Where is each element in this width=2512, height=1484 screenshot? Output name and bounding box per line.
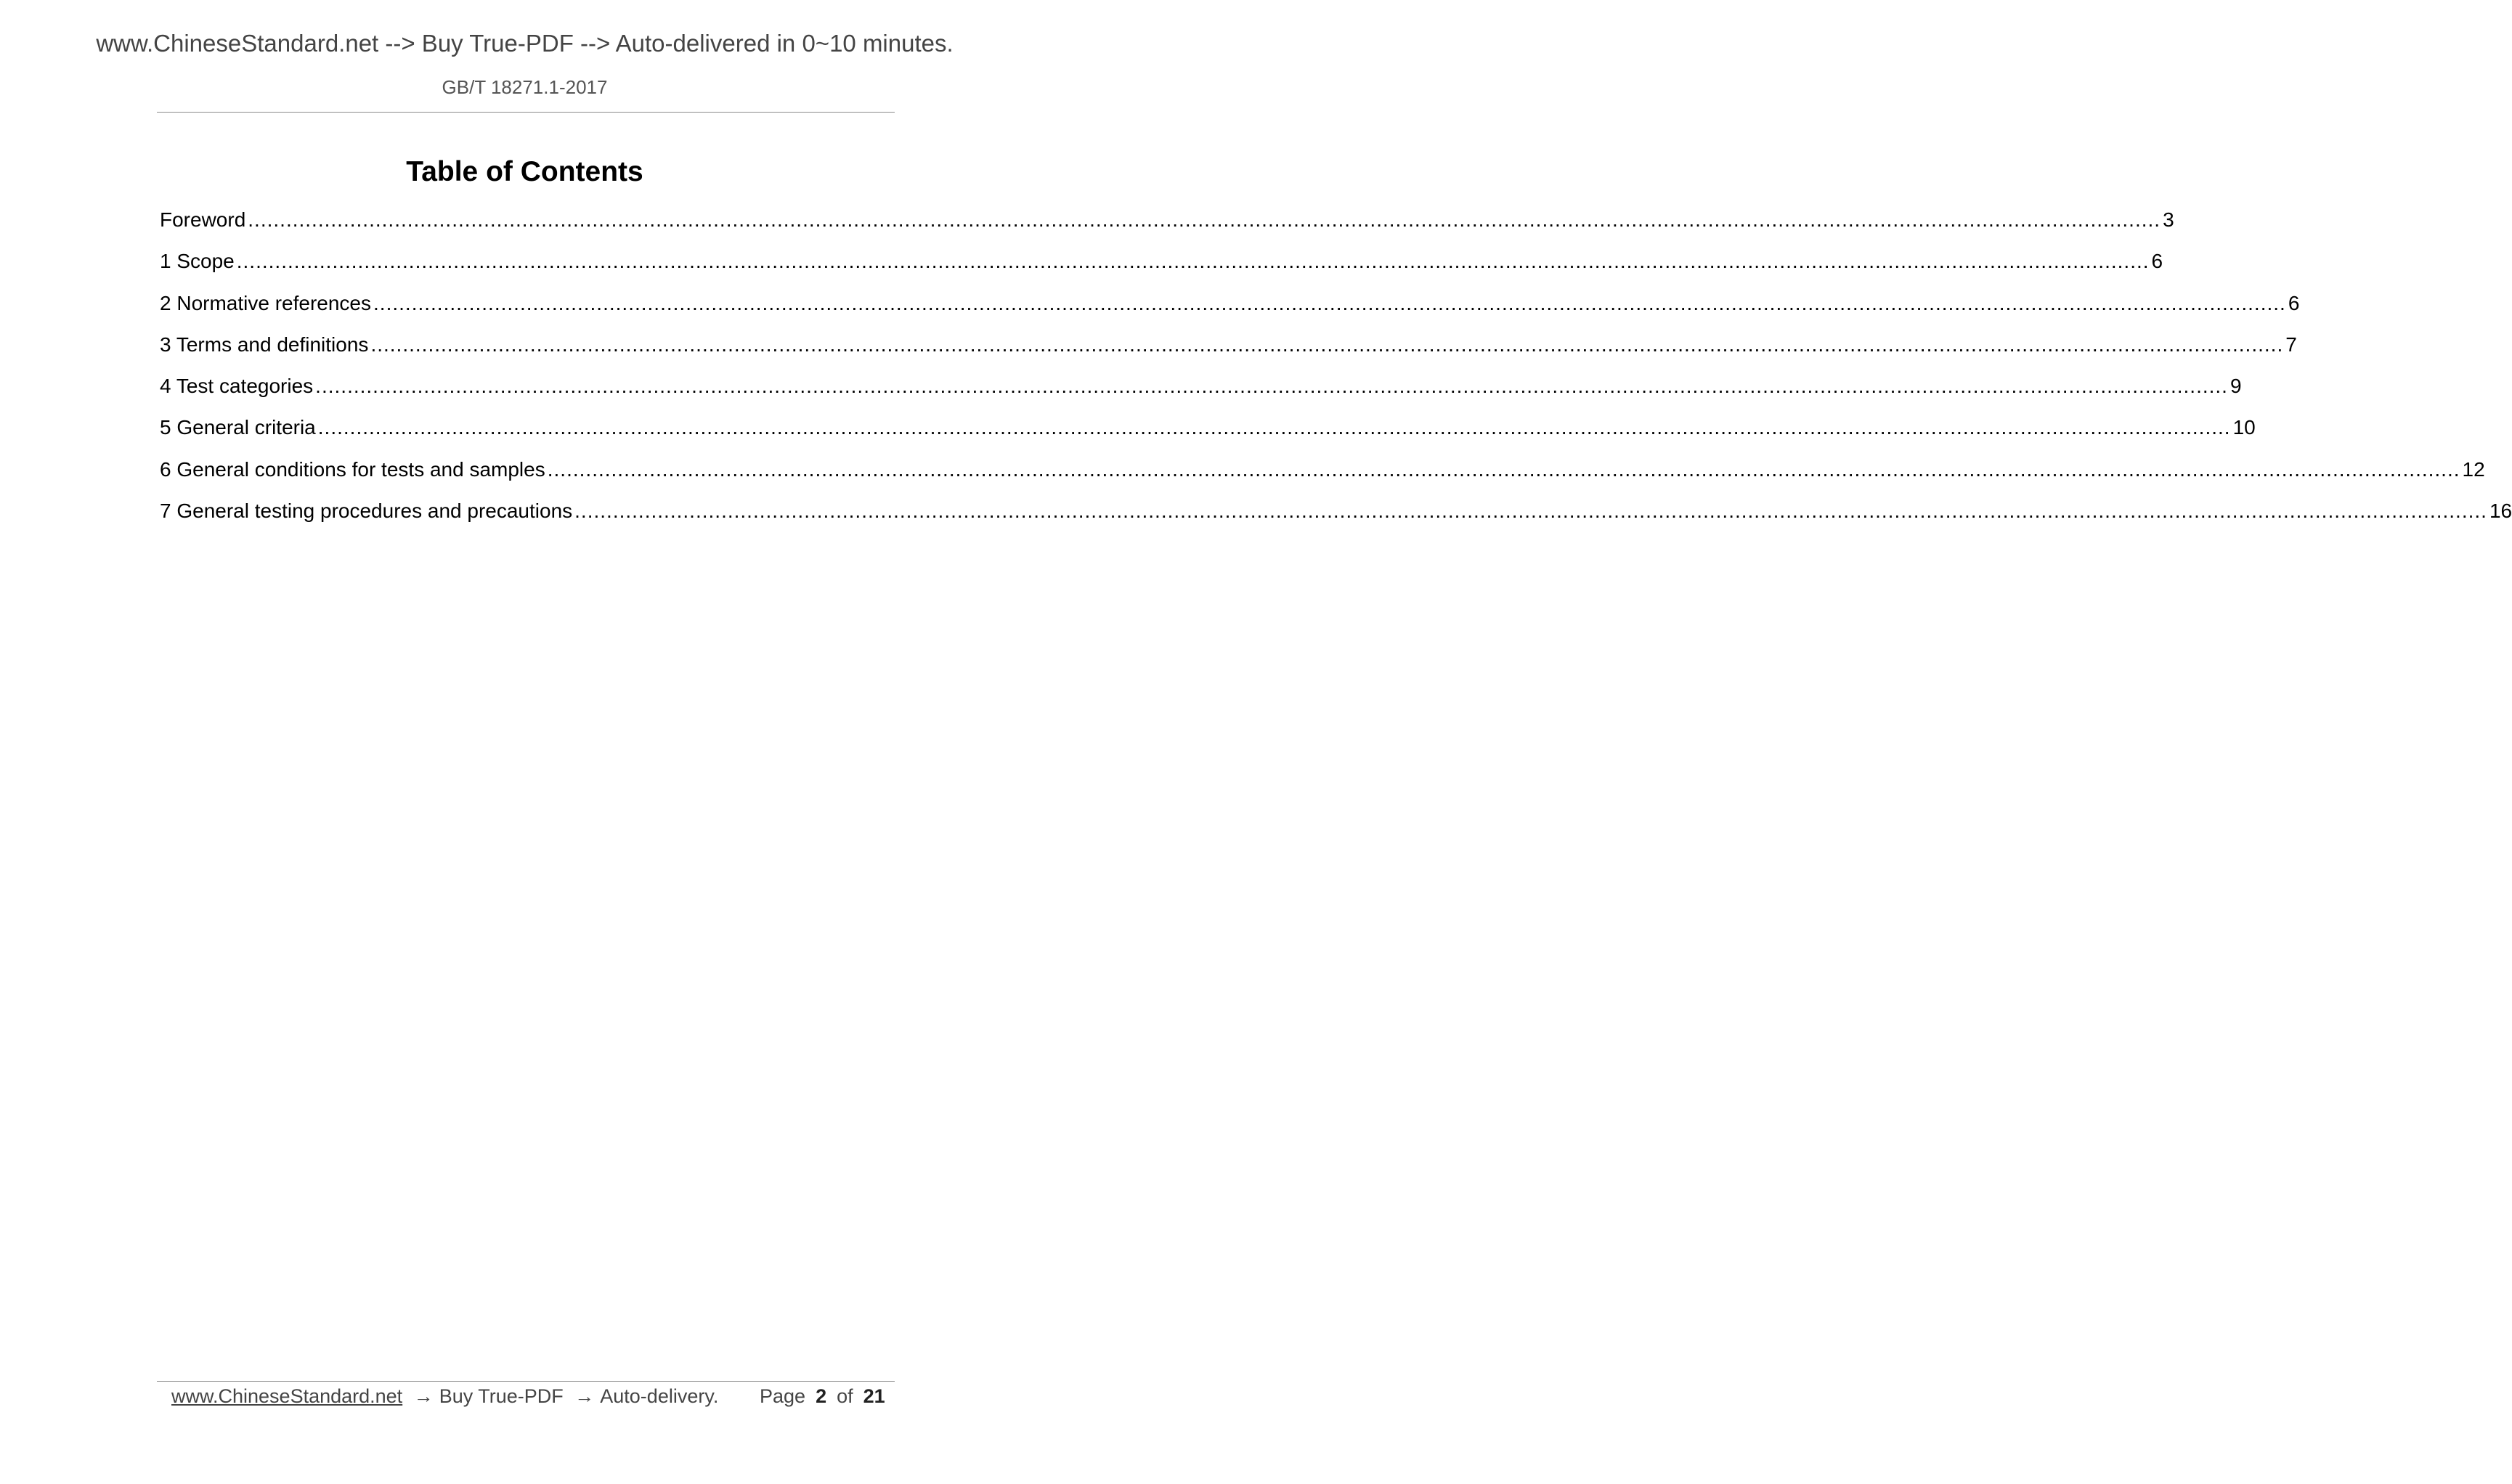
toc-title: Table of Contents <box>406 156 643 187</box>
page-of: of <box>837 1385 853 1407</box>
toc-entry-page: 7 <box>2285 333 2297 356</box>
toc-entry-label: 1 Scope <box>160 250 235 273</box>
document-code: GB/T 18271.1-2017 <box>442 76 608 98</box>
page-number <box>760 1383 885 1409</box>
toc-leader-dots: ............................................................................................................................................................................................................................................................................................................ <box>370 333 2284 356</box>
toc-leader-dots: ............................................................................................................................................................................................................................................................................................................ <box>373 291 2286 314</box>
footer-divider <box>157 1381 895 1382</box>
toc-entry-label: 3 Terms and definitions <box>160 333 369 356</box>
toc-leader-dots: ............................................................................................................................................................................................................................................................................................................ <box>547 457 2460 481</box>
toc-entry-label: 7 General testing procedures and precautions <box>160 500 573 523</box>
arrow-right-icon: → <box>413 1385 434 1407</box>
toc-entry[interactable] <box>160 289 2300 330</box>
footer-delivery-text: Auto-delivery. <box>600 1385 719 1407</box>
footer-tagline <box>171 1383 718 1409</box>
toc-entry-page: 12 <box>2462 457 2485 481</box>
toc-entry[interactable] <box>160 205 2174 247</box>
footer-site-link[interactable]: www.ChineseStandard.net <box>171 1385 403 1407</box>
toc-entry-page: 3 <box>2163 208 2174 231</box>
page-current: 2 <box>816 1385 827 1407</box>
toc-entry-label: 6 General conditions for tests and samples <box>160 457 545 481</box>
toc-entry-label: Foreword <box>160 208 246 231</box>
toc-entry-page: 10 <box>2232 416 2256 439</box>
toc-entry-page: 16 <box>2489 500 2512 523</box>
toc-entry[interactable] <box>160 247 2163 288</box>
header-divider <box>157 112 895 113</box>
toc-entry[interactable] <box>160 497 2512 538</box>
page-total: 21 <box>863 1385 885 1407</box>
table-of-contents <box>160 205 2512 538</box>
page-label: Page <box>760 1385 806 1407</box>
toc-entry[interactable] <box>160 413 2256 454</box>
toc-entry-label: 5 General criteria <box>160 416 316 439</box>
toc-entry[interactable] <box>160 330 2297 372</box>
toc-entry-label: 2 Normative references <box>160 291 372 314</box>
toc-leader-dots: ............................................................................................................................................................................................................................................................................................................ <box>236 250 2150 273</box>
site-banner: www.ChineseStandard.net --> Buy True-PDF --> Auto-delivered in 0~10 minutes. <box>96 30 954 57</box>
arrow-right-icon: → <box>574 1385 595 1407</box>
footer-buy-text: Buy True-PDF <box>439 1385 564 1407</box>
toc-entry-page: 6 <box>2151 250 2163 273</box>
toc-entry-label: 4 Test categories <box>160 375 314 398</box>
toc-entry-page: 9 <box>2229 375 2242 398</box>
toc-leader-dots: ............................................................................................................................................................................................................................................................................................................ <box>574 500 2487 523</box>
toc-leader-dots: ............................................................................................................................................................................................................................................................................................................ <box>317 416 2231 439</box>
toc-entry[interactable] <box>160 455 2485 497</box>
toc-leader-dots: ............................................................................................................................................................................................................................................................................................................ <box>315 375 2228 398</box>
toc-leader-dots: ............................................................................................................................................................................................................................................................................................................ <box>248 208 2161 231</box>
toc-entry-page: 6 <box>2288 291 2300 314</box>
toc-entry[interactable] <box>160 372 2242 413</box>
